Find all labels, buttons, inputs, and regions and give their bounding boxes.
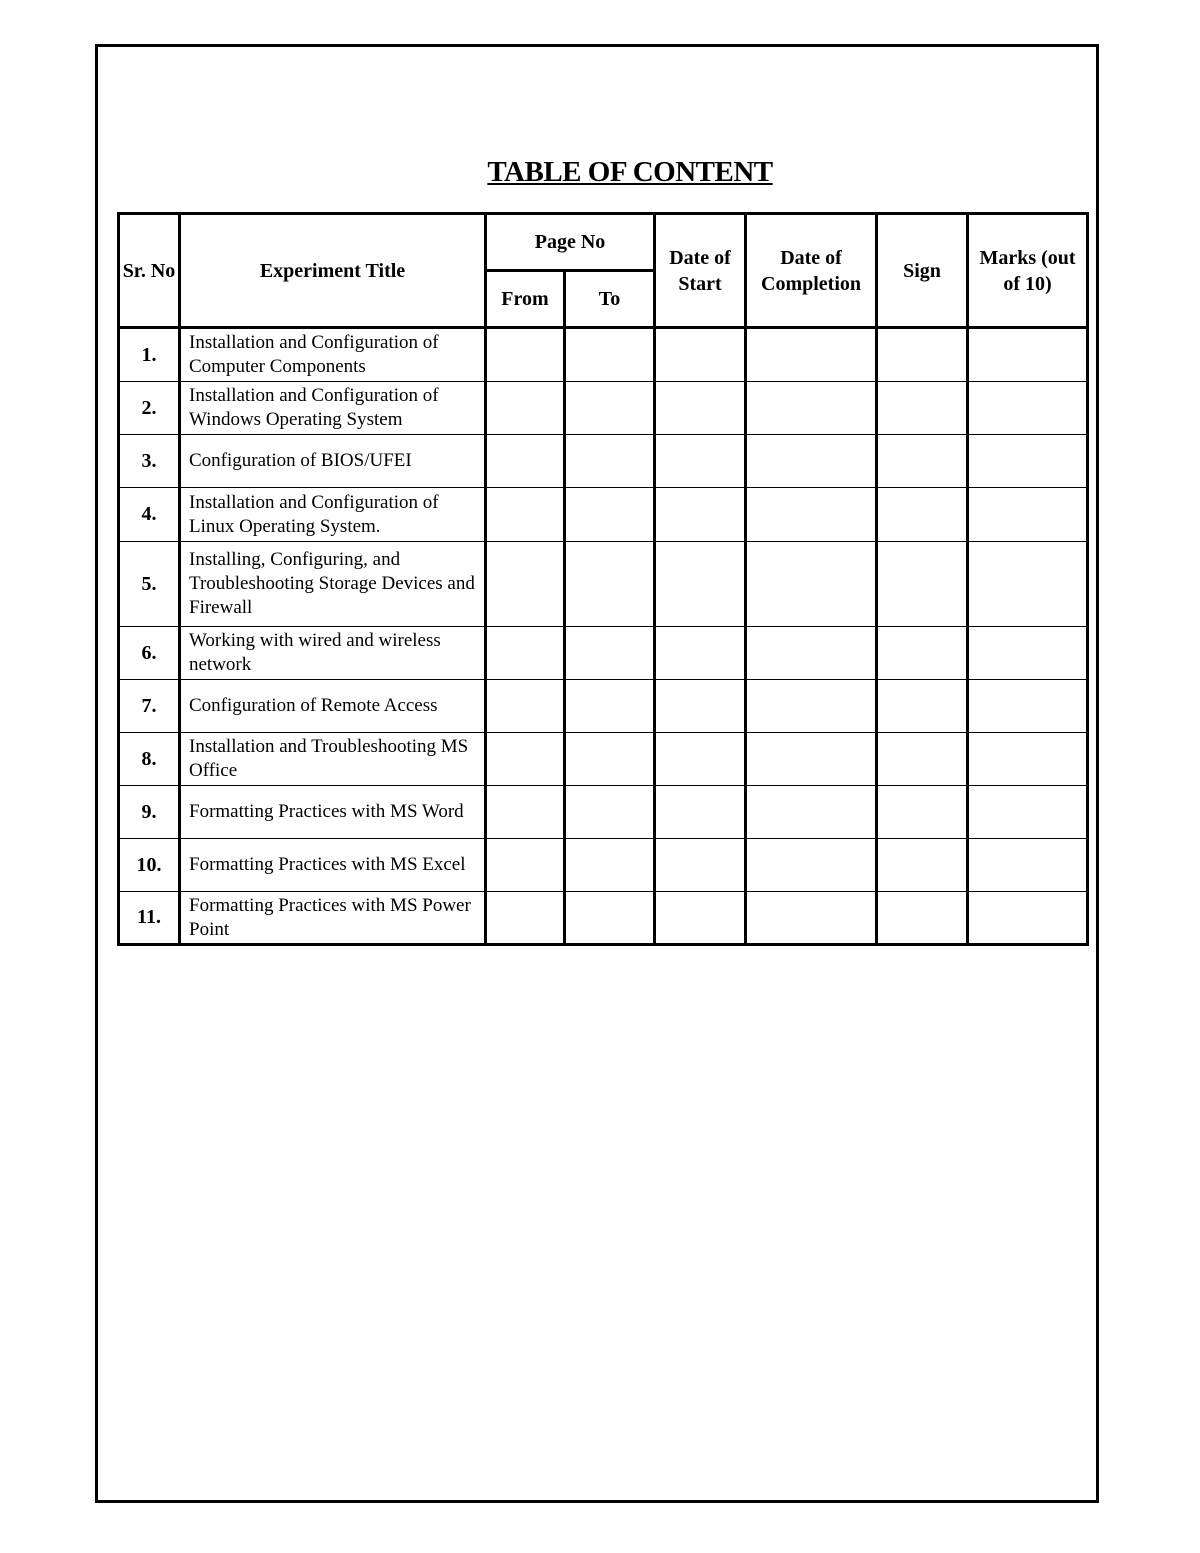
row-sr-no: 11. xyxy=(119,892,180,945)
table-row xyxy=(119,435,1088,488)
row-sr-no: 2. xyxy=(119,382,180,435)
row-marks xyxy=(968,488,1088,542)
row-page-from xyxy=(486,892,565,945)
row-date-of-start xyxy=(655,542,746,627)
row-sr-no: 9. xyxy=(119,786,180,839)
table-row xyxy=(119,839,1088,892)
row-marks xyxy=(968,627,1088,680)
row-date-of-start xyxy=(655,435,746,488)
header-date-of-start: Date of Start xyxy=(655,214,746,328)
row-page-to xyxy=(565,733,655,786)
row-sr-no: 1. xyxy=(119,328,180,382)
row-page-from xyxy=(486,488,565,542)
header-row xyxy=(119,214,1088,271)
row-date-of-completion xyxy=(746,382,877,435)
row-sr-no: 10. xyxy=(119,839,180,892)
table-row xyxy=(119,627,1088,680)
row-date-of-completion xyxy=(746,542,877,627)
row-experiment-title: Installing, Configuring, and Troubleshooting Storage Devices and Firewall xyxy=(180,542,486,627)
row-page-to xyxy=(565,627,655,680)
row-sr-no: 8. xyxy=(119,733,180,786)
row-page-from xyxy=(486,382,565,435)
contents-table xyxy=(117,212,1089,946)
row-page-to xyxy=(565,328,655,382)
row-sign xyxy=(877,786,968,839)
row-sign xyxy=(877,542,968,627)
header-date-of-completion: Date of Completion xyxy=(746,214,877,328)
row-page-from xyxy=(486,786,565,839)
row-page-from xyxy=(486,542,565,627)
row-marks xyxy=(968,892,1088,945)
header-to: To xyxy=(565,271,655,328)
row-page-to xyxy=(565,488,655,542)
row-page-to xyxy=(565,542,655,627)
row-marks xyxy=(968,680,1088,733)
table-row xyxy=(119,786,1088,839)
table-row xyxy=(119,542,1088,627)
row-marks xyxy=(968,435,1088,488)
row-date-of-completion xyxy=(746,328,877,382)
row-marks xyxy=(968,542,1088,627)
row-date-of-start xyxy=(655,786,746,839)
row-page-to xyxy=(565,786,655,839)
row-page-from xyxy=(486,733,565,786)
row-marks xyxy=(968,786,1088,839)
row-experiment-title: Installation and Configuration of Windows Operating System xyxy=(180,382,486,435)
row-date-of-start xyxy=(655,488,746,542)
row-sign xyxy=(877,627,968,680)
row-page-to xyxy=(565,839,655,892)
row-date-of-start xyxy=(655,733,746,786)
row-experiment-title: Installation and Troubleshooting MS Office xyxy=(180,733,486,786)
row-sign xyxy=(877,839,968,892)
row-date-of-completion xyxy=(746,488,877,542)
row-page-from xyxy=(486,839,565,892)
row-date-of-start xyxy=(655,328,746,382)
row-sr-no: 6. xyxy=(119,627,180,680)
row-sign xyxy=(877,435,968,488)
row-sr-no: 5. xyxy=(119,542,180,627)
row-date-of-completion xyxy=(746,435,877,488)
row-experiment-title: Installation and Configuration of Computer Components xyxy=(180,328,486,382)
row-experiment-title: Formatting Practices with MS Word xyxy=(180,786,486,839)
header-sign: Sign xyxy=(877,214,968,328)
row-sr-no: 7. xyxy=(119,680,180,733)
row-marks xyxy=(968,328,1088,382)
table-row xyxy=(119,680,1088,733)
row-date-of-completion xyxy=(746,733,877,786)
row-date-of-completion xyxy=(746,839,877,892)
row-sr-no: 4. xyxy=(119,488,180,542)
row-sign xyxy=(877,892,968,945)
row-date-of-start xyxy=(655,892,746,945)
header-sr-no: Sr. No xyxy=(119,214,180,328)
row-date-of-completion xyxy=(746,892,877,945)
row-page-from xyxy=(486,680,565,733)
row-page-from xyxy=(486,328,565,382)
header-page-no: Page No xyxy=(486,214,655,271)
row-experiment-title: Configuration of Remote Access xyxy=(180,680,486,733)
row-page-to xyxy=(565,435,655,488)
row-date-of-start xyxy=(655,627,746,680)
header-marks: Marks (out of 10) xyxy=(968,214,1088,328)
row-date-of-completion xyxy=(746,786,877,839)
row-date-of-completion xyxy=(746,627,877,680)
row-sr-no: 3. xyxy=(119,435,180,488)
row-date-of-start xyxy=(655,680,746,733)
row-marks xyxy=(968,733,1088,786)
row-sign xyxy=(877,733,968,786)
row-sign xyxy=(877,328,968,382)
row-sign xyxy=(877,680,968,733)
table-row xyxy=(119,733,1088,786)
row-page-to xyxy=(565,382,655,435)
header-experiment-title: Experiment Title xyxy=(180,214,486,328)
row-marks xyxy=(968,839,1088,892)
row-page-to xyxy=(565,680,655,733)
row-date-of-start xyxy=(655,382,746,435)
row-marks xyxy=(968,382,1088,435)
row-experiment-title: Working with wired and wireless network xyxy=(180,627,486,680)
row-experiment-title: Installation and Configuration of Linux Operating System. xyxy=(180,488,486,542)
row-date-of-completion xyxy=(746,680,877,733)
row-experiment-title: Formatting Practices with MS Excel xyxy=(180,839,486,892)
row-experiment-title: Configuration of BIOS/UFEI xyxy=(180,435,486,488)
row-page-from xyxy=(486,435,565,488)
table-row xyxy=(119,382,1088,435)
row-page-from xyxy=(486,627,565,680)
contents-table-body xyxy=(119,328,1088,945)
row-page-to xyxy=(565,892,655,945)
row-date-of-start xyxy=(655,839,746,892)
header-from: From xyxy=(486,271,565,328)
table-row xyxy=(119,892,1088,945)
row-sign xyxy=(877,488,968,542)
table-row xyxy=(119,328,1088,382)
page-title: TABLE OF CONTENT xyxy=(487,156,773,188)
table-row xyxy=(119,488,1088,542)
row-experiment-title: Formatting Practices with MS Power Point xyxy=(180,892,486,945)
row-sign xyxy=(877,382,968,435)
